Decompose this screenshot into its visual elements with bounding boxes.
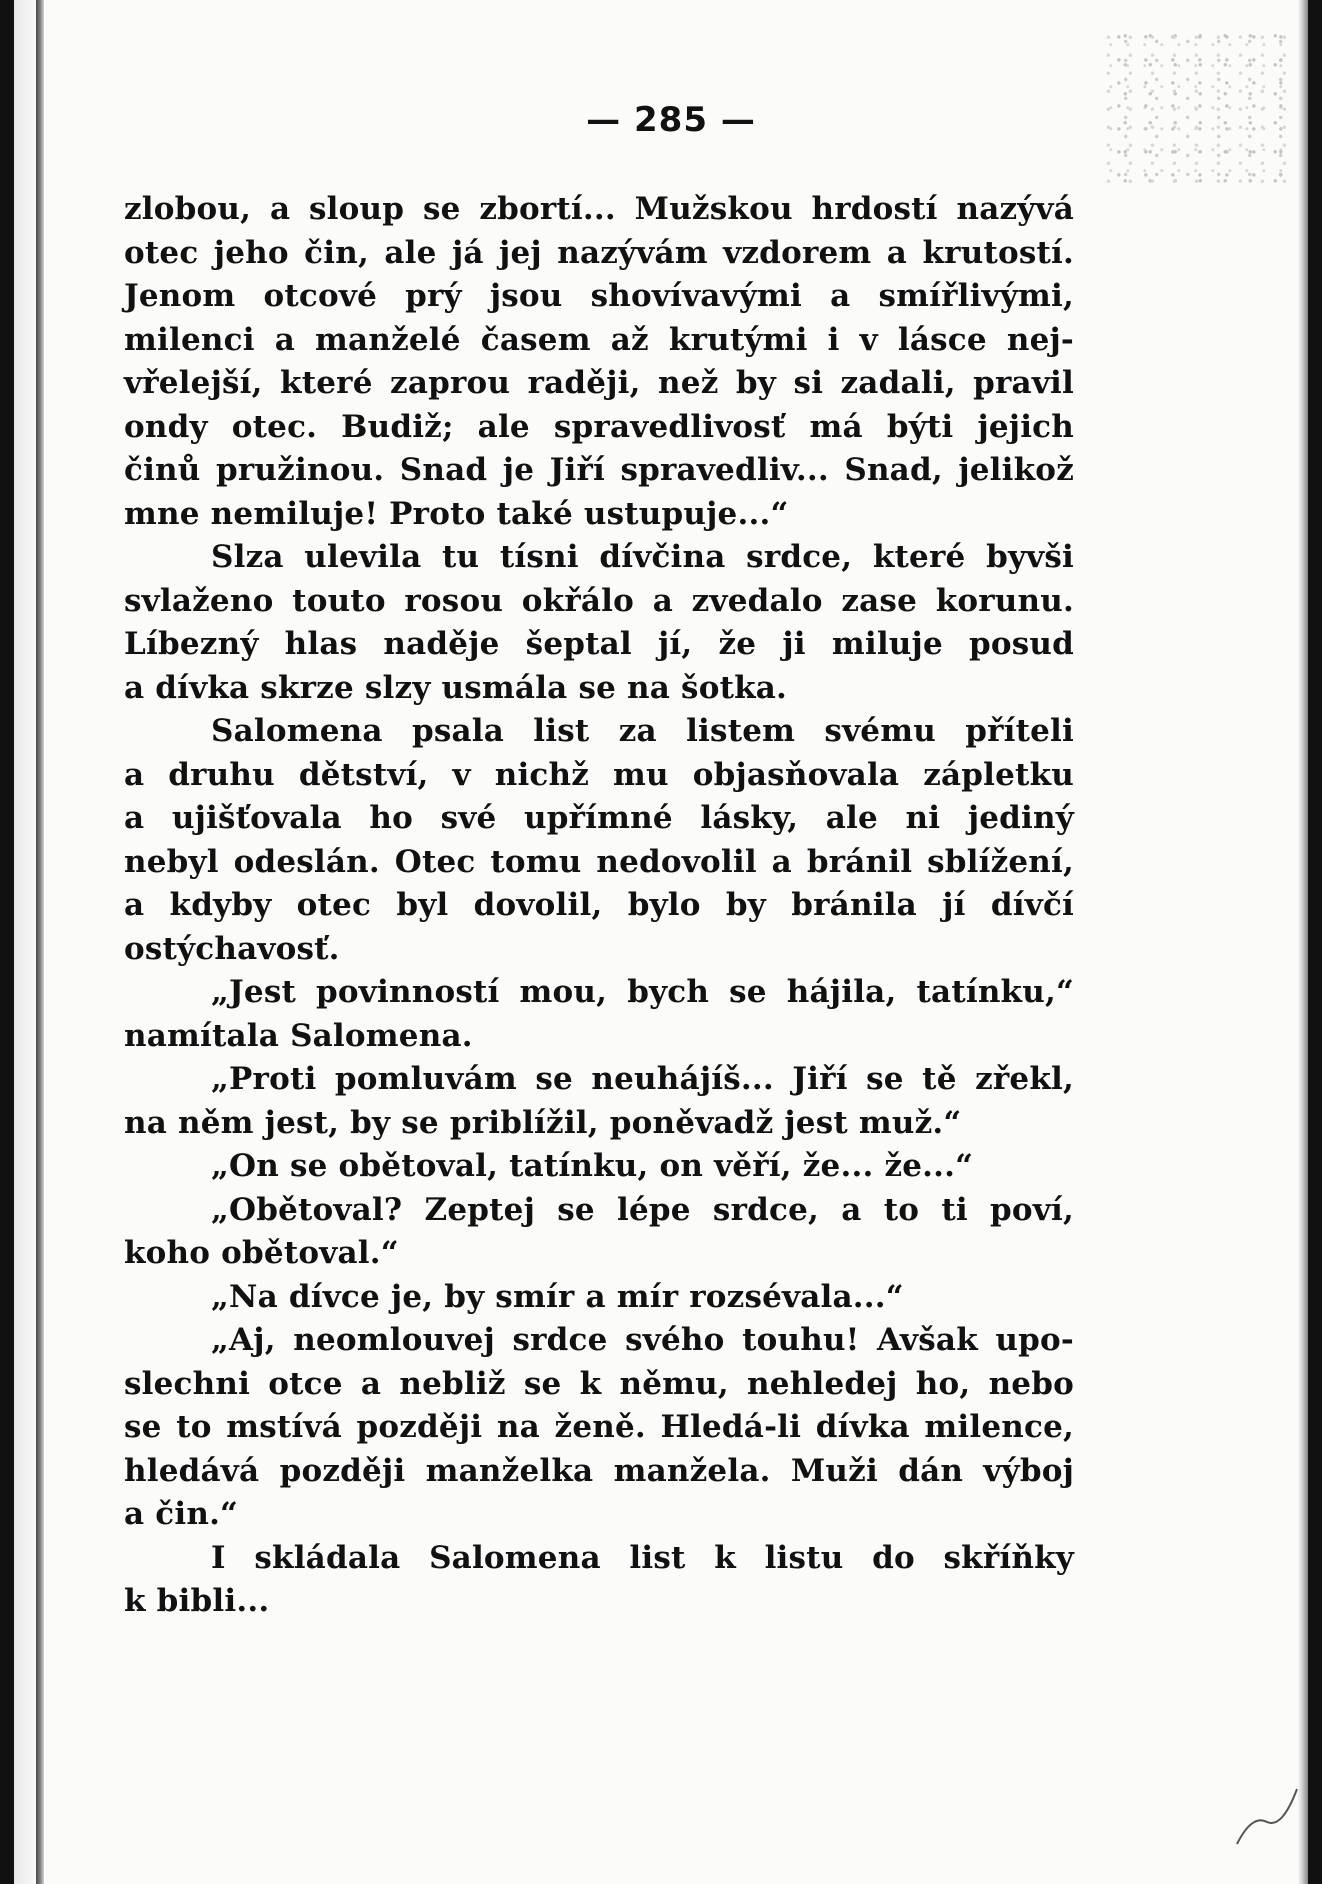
paragraph-p8 (124, 1276, 1074, 1320)
page-number: — 285 — (586, 100, 756, 140)
text-line: se to mstívá později na ženě. Hledá-li dívka milence, (124, 1409, 1074, 1445)
text-line: „Proti pomluvám se neuhájíš... Jiří se tě zřekl, (211, 1061, 1074, 1097)
text-line: koho obětoval.“ (124, 1235, 399, 1271)
text-line: mne nemiluje! Proto také ustupuje...“ (124, 495, 789, 532)
text-line: Salomena psala list za listem svému příteli (211, 713, 1074, 749)
text-line: Slza ulevila tu tísni dívčina srdce, které byvši (211, 539, 1074, 575)
text-line: a ujišťovala ho své upřímné lásky, ale ni jediný (124, 800, 1074, 836)
text-line: otec jeho čin, ale já jej nazývám vzdorem a krutostí. (124, 234, 1074, 271)
paragraph-p10 (124, 1537, 1074, 1624)
text-line: hledává později manželka manžela. Muži dán výboj (124, 1452, 1074, 1489)
text-line: a druhu dětství, v nichž mu objasňovala zápletku (124, 756, 1074, 793)
text-line: Líbezný hlas naděje šeptal jí, že ji miluje posud (124, 626, 1074, 662)
text-line: „Jest povinností mou, bych se hájila, tatínku,“ (211, 974, 1074, 1010)
text-line: k bibli... (124, 1583, 270, 1619)
text-line: činů pružinou. Snad je Jiří spravedliv... Snad, jelikož (124, 452, 1074, 488)
text-line: na něm jest, by se priblížil, poněvadž jest muž.“ (124, 1104, 962, 1141)
paragraph-p7 (124, 1189, 1074, 1276)
paragraph-p4 (124, 971, 1074, 1058)
text-line: „Aj, neomlouvej srdce svého touhu! Avšak upo- (211, 1322, 1074, 1358)
text-line: slechni otce a nebliž se k němu, nehledej ho, nebo (124, 1365, 1074, 1402)
paragraph-p1 (124, 188, 1074, 536)
text-line: „On se obětoval, tatínku, on věří, že... že...“ (211, 1148, 974, 1184)
text-line: namítala Salomena. (124, 1017, 473, 1054)
paragraph-p6 (124, 1145, 1074, 1189)
text-line: „Obětoval? Zeptej se lépe srdce, a to ti poví, (211, 1191, 1074, 1228)
text-line: ondy otec. Budiž; ale spravedlivosť má býti jejich (124, 408, 1074, 445)
text-line: svlaženo touto rosou okřálo a zvedalo zase korunu. (124, 582, 1074, 619)
body-text (124, 188, 1074, 1624)
text-line: a čin.“ (124, 1496, 239, 1532)
paragraph-p3 (124, 710, 1074, 971)
text-line: nebyl odeslán. Otec tomu nedovolil a bránil sblížení, (124, 843, 1074, 880)
text-line: Jenom otcové prý jsou shovívavými a smířlivými, (124, 278, 1074, 314)
text-line: ostýchavosť. (124, 930, 340, 967)
text-line: milenci a manželé časem až krutými i v lásce nej- (124, 321, 1074, 358)
text-line: I skládala Salomena list k listu do skříňky (211, 1539, 1074, 1576)
paragraph-p9 (124, 1319, 1074, 1537)
text-line: zlobou, a sloup se zbortí... Mužskou hrdostí nazývá (124, 191, 1074, 227)
text-line: vřelejší, které zaprou raději, než by si zadali, pravil (124, 365, 1074, 401)
text-line: a kdyby otec byl dovolil, bylo by bránila jí dívčí (124, 887, 1074, 923)
text-line: a dívka skrze slzy usmála se na šotka. (124, 669, 788, 706)
paragraph-p5 (124, 1058, 1074, 1145)
text-line: „Na dívce je, by smír a mír rozsévala...“ (211, 1278, 904, 1315)
paragraph-p2 (124, 536, 1074, 710)
